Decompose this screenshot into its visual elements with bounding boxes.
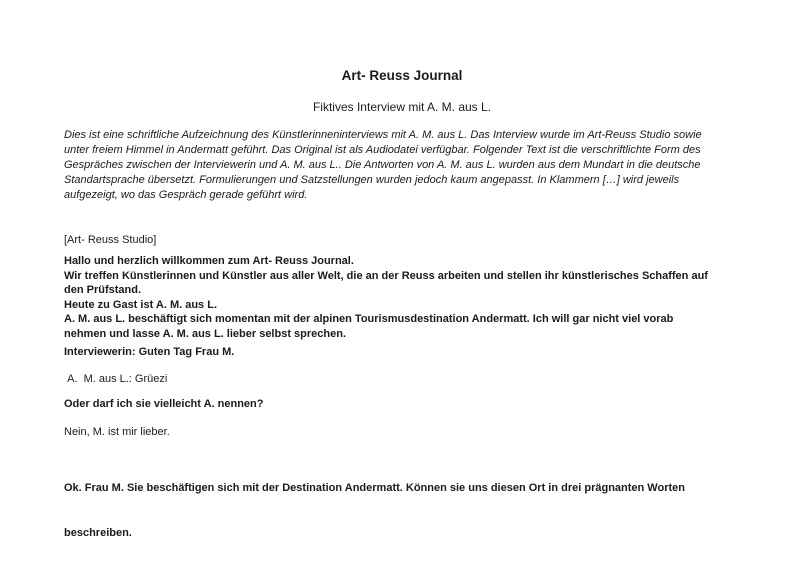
welcome-paragraph [64, 254, 740, 341]
intro-line: unter freiem Himmel in Andermatt geführt. Das Original ist als Audiodatei verfügbar. Folgender Text ist die verschriftlichte Form des [64, 144, 701, 156]
question-line: beschreiben. [64, 527, 132, 539]
dialogue-interviewer-question [64, 451, 740, 571]
welcome-line: Hallo und herzlich willkommen zum Art- Reuss Journal. [64, 255, 354, 267]
intro-line: Gespräches zwischen der Interviewerin und A. M. aus L.. Die Antworten von A. M. aus L. wurden aus dem Mundart in die deutsche [64, 159, 701, 171]
question-line: Ok. Frau M. Sie beschäftigen sich mit der Destination Andermatt. Können sie uns diesen Ort in drei prägnanten Worten [64, 482, 685, 494]
welcome-line: nehmen und lasse A. M. aus L. lieber selbst sprechen. [64, 327, 347, 340]
intro-line: aufgezeigt, wo das Gespräch gerade geführt wird. [64, 189, 308, 201]
intro-line: Dies ist eine schriftliche Aufzeichnung des Künstlerinneninterviews mit A. M. aus L. Das Interview wurde im Art-Reuss Studio sowie [64, 129, 702, 141]
scene-location-tag: [Art- Reuss Studio] [64, 234, 157, 246]
dialogue-guest-answer: Nein, M. ist mir lieber. [64, 425, 170, 438]
welcome-line: Wir treffen Künstlerinnen und Künstler aus aller Welt, die an der Reuss arbeiten und stellen ihr künstlerisches Schaffen auf [64, 269, 708, 282]
dialogue-interviewer-question: Oder darf ich sie vielleicht A. nennen? [64, 398, 264, 410]
welcome-line: A. M. aus L. beschäftigt sich momentan mit der alpinen Tourismusdestination Andermatt. Ich will gar nicht viel vorab [64, 313, 674, 325]
dialogue-guest-answer: A. M. aus L.: Grüezi [64, 372, 168, 385]
document-subtitle: Fiktives Interview mit A. M. aus L. [312, 100, 492, 114]
document-title: Art- Reuss Journal [341, 68, 463, 83]
intro-paragraph [64, 128, 740, 203]
intro-line: Standartsprache übersetzt. Formulierungen und Satzstellungen wurden jedoch kaum angepasst. In Klammern […] wird jeweils [64, 174, 680, 186]
welcome-line: Heute zu Gast ist A. M. aus L. [64, 298, 218, 311]
dialogue-interviewer-question: Interviewerin: Guten Tag Frau M. [64, 346, 235, 358]
welcome-line: den Prüfstand. [64, 284, 142, 296]
